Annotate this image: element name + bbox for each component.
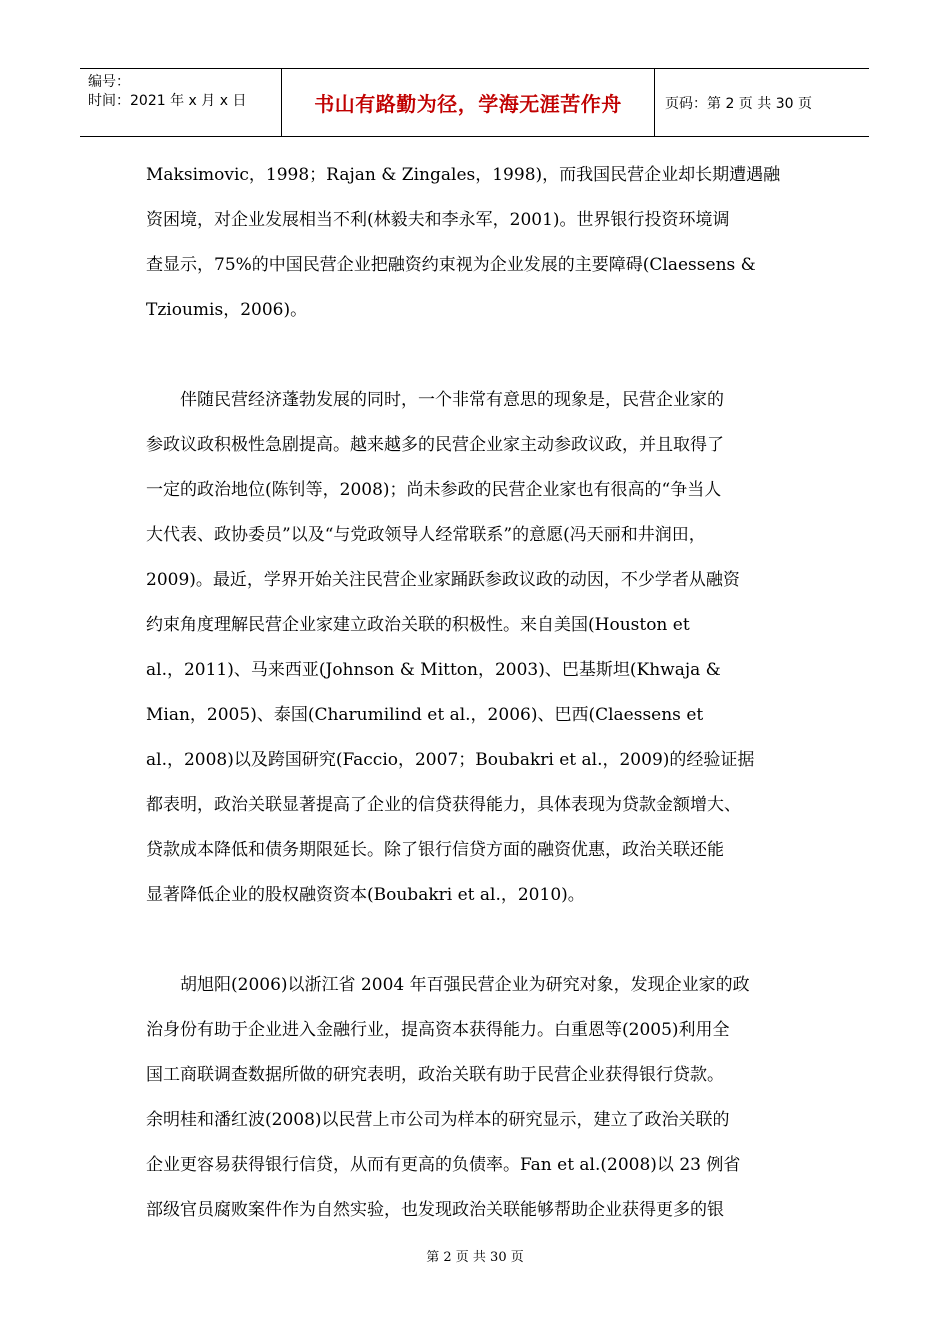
body-line: 参政议政积极性急剧提高。越来越多的民营企业家主动参政议政，并且取得了 (146, 435, 724, 455)
body-line: 企业更容易获得银行信贷，从而有更高的负债率。Fan et al.(2008)以 23 例省 (146, 1155, 741, 1175)
body-line: 贷款成本降低和债务期限延长。除了银行信贷方面的融资优惠，政治关联还能 (146, 840, 724, 860)
body-line: al.，2011)、马来西亚(Johnson & Mitton，2003)、巴基斯坦(Khwaja & (146, 660, 721, 680)
body-line: 部级官员腐败案件作为自然实验，也发现政治关联能够帮助企业获得更多的银 (146, 1200, 724, 1220)
page-footer: 第 2 页 共 30 页 (426, 1250, 524, 1265)
body-line: 一定的政治地位(陈钊等，2008)；尚未参政的民营企业家也有很高的“争当人 (146, 480, 722, 500)
document-body (146, 153, 810, 1233)
serial-label: 编号： (88, 74, 130, 90)
body-line: 余明桂和潘红波(2008)以民营上市公司为样本的研究显示，建立了政治关联的 (146, 1110, 730, 1130)
body-line: 都表明，政治关联显著提高了企业的信贷获得能力，具体表现为贷款金额增大、 (146, 795, 741, 815)
body-line: Tzioumis，2006)。 (146, 300, 308, 320)
date-text: 时间：2021 年 x 月 x 日 (88, 93, 247, 109)
body-line: Maksimovic，1998；Rajan & Zingales，1998)，而我国民营企业却长期遭遇融 (146, 165, 781, 185)
body-line: 治身份有助于企业进入金融行业，提高资本获得能力。白重恩等(2005)利用全 (146, 1020, 730, 1040)
body-line: 查显示，75%的中国民营企业把融资约束视为企业发展的主要障碍(Claessens & (146, 255, 756, 275)
body-line: 胡旭阳(2006)以浙江省 2004 年百强民营企业为研究对象，发现企业家的政 (146, 975, 750, 995)
header-meta (80, 69, 282, 136)
body-line: 伴随民营经济蓬勃发展的同时，一个非常有意思的现象是，民营企业家的 (146, 390, 724, 410)
paragraph-gap (146, 918, 810, 963)
body-line: Mian，2005)、泰国(Charumilind et al.，2006)、巴西(Claessens et (146, 705, 704, 725)
body-line: 2009)。最近，学界开始关注民营企业家踊跃参政议政的动因，不少学者从融资 (146, 570, 740, 590)
header-motto: 书山有路勤为径，学海无涯苦作舟 (282, 69, 655, 136)
paragraph-gap (146, 333, 810, 378)
body-line: 约束角度理解民营企业家建立政治关联的积极性。来自美国(Houston et (146, 615, 690, 635)
body-line: 国工商联调查数据所做的研究表明，政治关联有助于民营企业获得银行贷款。 (146, 1065, 724, 1085)
body-line: 显著降低企业的股权融资资本(Boubakri et al.，2010)。 (146, 885, 585, 905)
body-line: 资困境，对企业发展相当不利(林毅夫和李永军，2001)。世界银行投资环境调 (146, 210, 730, 230)
body-line: 大代表、政协委员”以及“与党政领导人经常联系”的意愿(冯天丽和井润田， (146, 525, 706, 545)
header-page-info: 页码：第 2 页 共 30 页 (665, 95, 812, 112)
body-line: al.，2008)以及跨国研究(Faccio，2007；Boubakri et al.，2009)的经验证据 (146, 750, 755, 770)
page-header (80, 68, 869, 137)
